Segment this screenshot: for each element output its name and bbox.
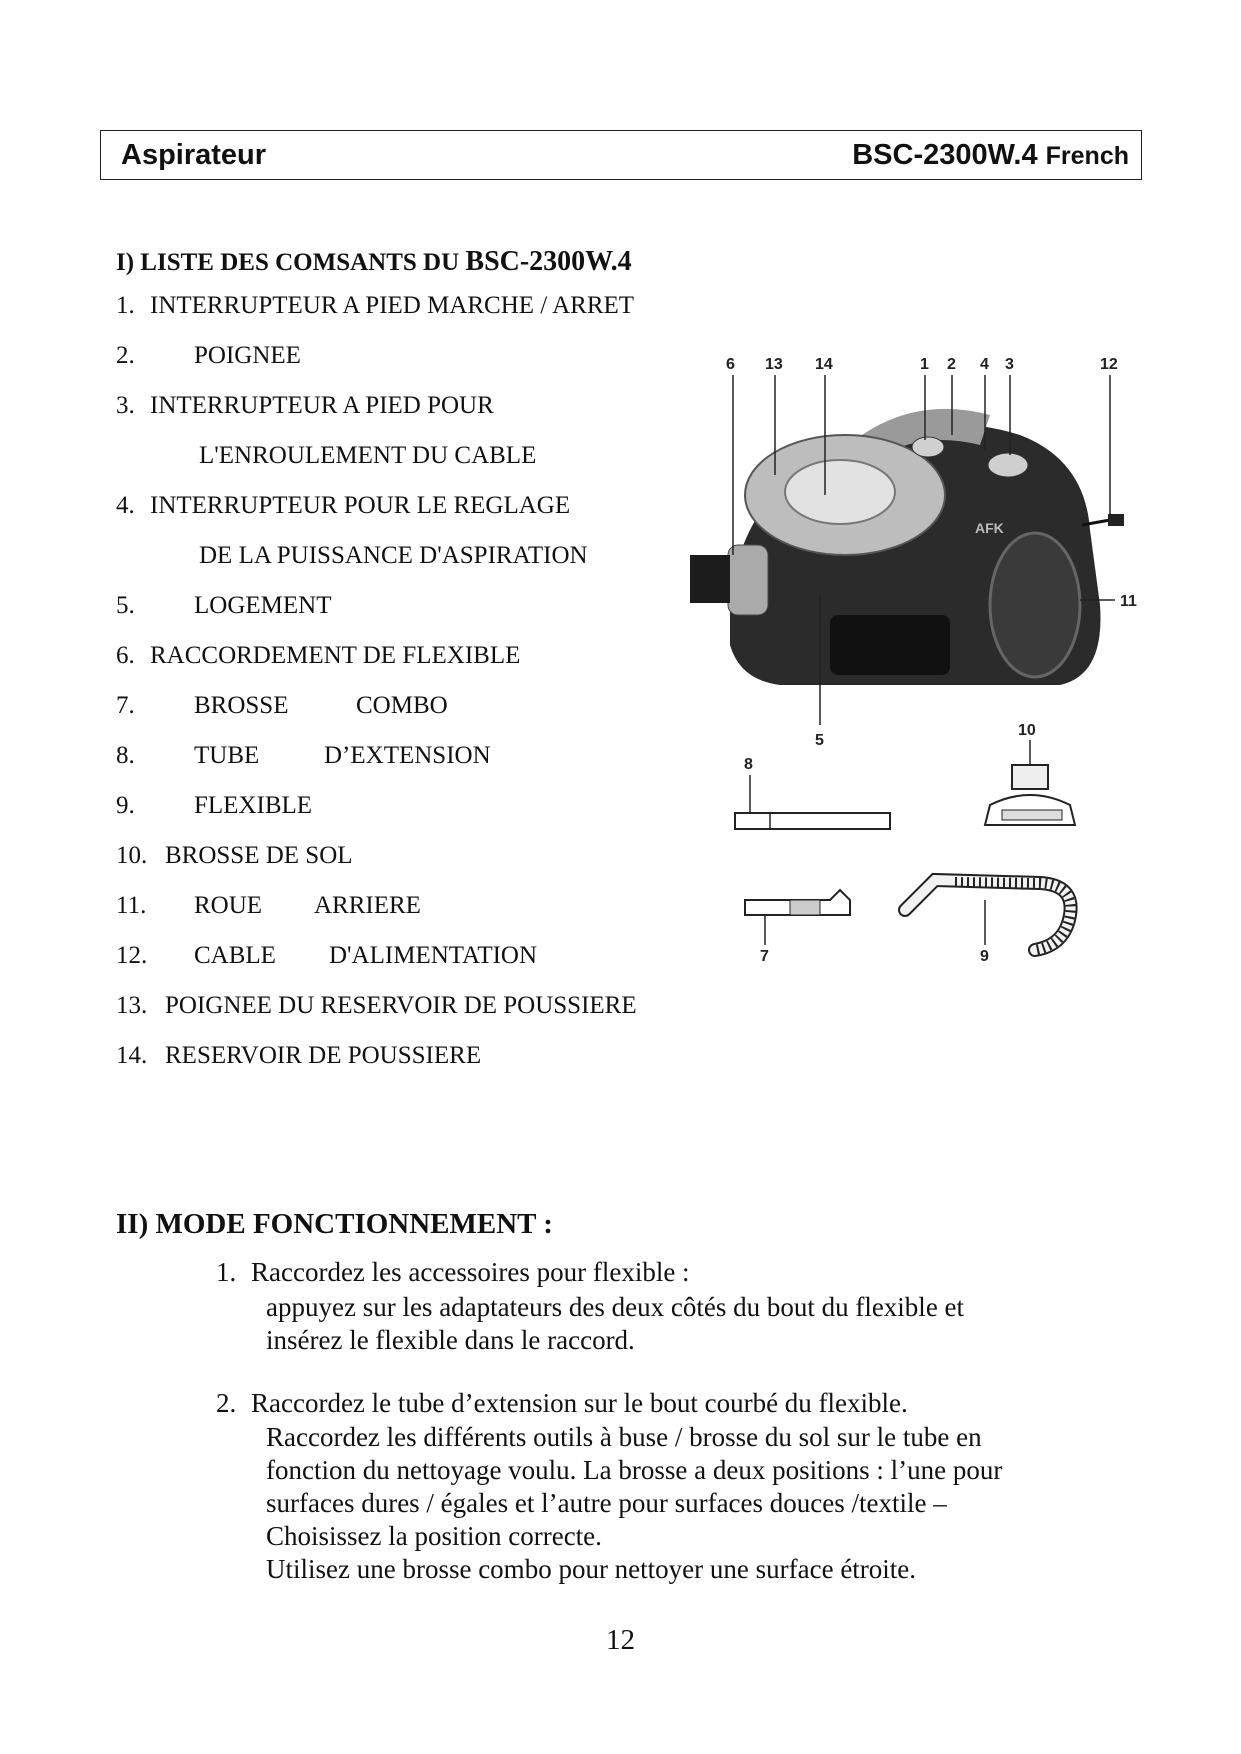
header-title: Aspirateur <box>121 139 267 171</box>
vacuum-diagram <box>690 355 1160 1010</box>
rear-wheel <box>990 533 1080 677</box>
callout-6: 6 <box>726 356 735 373</box>
dust-container-handle <box>785 460 895 524</box>
power-pedal <box>912 437 944 457</box>
cord-rewind-pedal <box>988 453 1028 477</box>
callout-10: 10 <box>1018 722 1036 739</box>
step-1-body: appuyez sur les adaptateurs des deux côtés du bout du flexible et insérez le flexible dans le raccord. <box>266 1292 965 1355</box>
list-item: 5. LOGEMENT <box>116 592 332 619</box>
step-heading: Raccordez les accessoires pour flexible : <box>251 1257 690 1287</box>
list-item: 3. INTERRUPTEUR A PIED POUR <box>116 392 494 419</box>
header-model-block <box>852 139 1129 172</box>
body-opening <box>830 615 950 675</box>
callout-14: 14 <box>815 356 833 373</box>
step-2-body: Raccordez les différents outils à buse / brosse du sol sur le tube en fonction du nettoyage voulu. La brosse a deux positions : l’une pour surfaces dures / égales et l’autre pour surfaces douces /textile – Choisissez la position correcte. Utilisez une brosse combo pour nettoyer une surface étroite. <box>266 1422 1003 1584</box>
section1-title-prefix: I) LISTE DES COMSANTS DU <box>116 249 466 276</box>
hose-connector <box>728 545 768 615</box>
page-number: 12 <box>606 1624 635 1656</box>
list-item-continuation: L'ENROULEMENT DU CABLE <box>199 442 537 469</box>
list-item-continuation: DE LA PUISSANCE D'ASPIRATION <box>199 542 588 569</box>
section2-title: II) MODE FONCTIONNEMENT : <box>116 1208 553 1240</box>
callout-1: 1 <box>920 356 929 373</box>
extension-tube <box>735 813 890 829</box>
vacuum-diagram-svg <box>690 355 1160 1010</box>
floor-brush <box>985 765 1075 825</box>
section1-title-model: BSC-2300W.4 <box>465 246 632 277</box>
section1-title <box>116 246 632 278</box>
step-number: 1. <box>216 1257 237 1287</box>
header-model: BSC-2300W.4 <box>852 139 1038 171</box>
step-1 <box>216 1257 690 1288</box>
header-language: French <box>1045 142 1129 170</box>
callout-9: 9 <box>980 948 989 965</box>
callout-5: 5 <box>815 732 824 749</box>
callout-4: 4 <box>980 356 989 373</box>
list-item: 12. CABLE D'ALIMENTATION <box>116 942 538 969</box>
callout-11: 11 <box>1120 593 1137 610</box>
step-heading: Raccordez le tube d’extension sur le bout courbé du flexible. <box>251 1388 908 1418</box>
callout-12: 12 <box>1100 356 1118 373</box>
step-2 <box>216 1388 908 1419</box>
list-item: 2. POIGNEE <box>116 342 301 369</box>
cable-plug <box>1108 514 1124 526</box>
list-item: 4. INTERRUPTEUR POUR LE REGLAGE <box>116 492 571 519</box>
list-item: 7. BROSSE COMBO <box>116 692 448 719</box>
list-item: 8. TUBE D’EXTENSION <box>116 742 491 769</box>
brand-logo: AFK <box>975 520 1004 536</box>
list-item: 14. RESERVOIR DE POUSSIERE <box>116 1042 482 1069</box>
callout-8: 8 <box>744 756 753 773</box>
callout-7: 7 <box>760 948 769 965</box>
callout-13: 13 <box>765 356 783 373</box>
list-item: 10. BROSSE DE SOL <box>116 842 353 869</box>
list-item: 13. POIGNEE DU RESERVOIR DE POUSSIERE <box>116 992 637 1019</box>
callout-2: 2 <box>947 356 956 373</box>
flexible-hose <box>905 880 1071 950</box>
combo-brush <box>745 890 850 915</box>
step-number: 2. <box>216 1388 237 1418</box>
page-header <box>100 130 1142 180</box>
hose-stub <box>690 555 730 603</box>
list-item: 6. RACCORDEMENT DE FLEXIBLE <box>116 642 521 669</box>
list-item: 9. FLEXIBLE <box>116 792 313 819</box>
list-item: 1. INTERRUPTEUR A PIED MARCHE / ARRET <box>116 292 635 319</box>
callout-3: 3 <box>1005 356 1014 373</box>
list-item: 11. ROUE ARRIERE <box>116 892 421 919</box>
